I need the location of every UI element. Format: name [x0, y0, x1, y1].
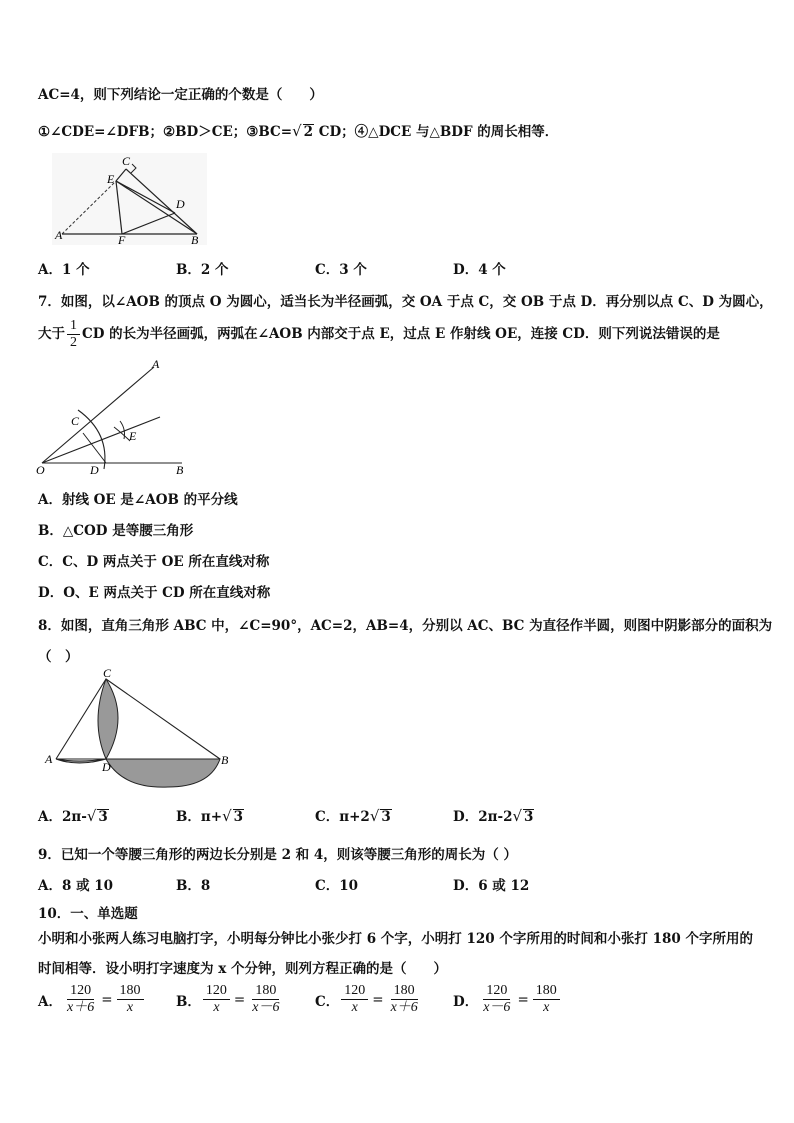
side-CB	[106, 679, 220, 759]
q8-option-d-rad: 3	[524, 809, 534, 825]
label-O: O	[36, 463, 45, 477]
q8-option-c-rad: 3	[381, 809, 391, 825]
label-C: C	[122, 154, 131, 168]
q7-figure	[34, 355, 194, 477]
q7-text-pre: 大于	[38, 326, 65, 343]
q10-option-a-label: A．	[38, 993, 62, 1010]
arc-E-2	[120, 421, 125, 439]
equals-sign: =	[101, 991, 113, 1008]
q10-option-d-label: D．	[453, 993, 479, 1010]
label-D: D	[176, 197, 185, 211]
numerator: 180	[252, 983, 279, 1000]
sqrt-sign: √	[512, 807, 523, 825]
label-C: C	[103, 667, 112, 680]
numerator: 180	[117, 983, 144, 1000]
equals-sign: =	[233, 991, 246, 1008]
q8-option-b-label: B．π+	[176, 809, 223, 825]
fraction-left	[341, 983, 368, 1016]
q7-option-d[interactable]: D．O、E 两点关于 CD 所在直线对称	[38, 585, 271, 601]
q10-option-a[interactable]	[38, 983, 146, 1016]
q7-stem-line1: 7．如图，以∠AOB 的顶点 O 为圆心，适当长为半径画弧，交 OA 于点 C，交 OB 于点 D．再分别以点 C、D 为圆心，	[38, 294, 773, 310]
q10-option-b-label: B．	[176, 993, 201, 1010]
label-F: F	[118, 233, 126, 245]
sqrt-sign: √	[292, 122, 302, 140]
q8-option-d[interactable]	[453, 805, 534, 825]
q9-option-b[interactable]: B．8	[176, 878, 211, 894]
q8-figure	[38, 667, 238, 792]
q8-stem-line1: 8．如图，直角三角形 ABC 中，∠C=90°，AC=2，AB=4，分别以 AC、BC 为直径作半圆，则图中阴影部分的面积为	[38, 618, 773, 634]
q9-option-d[interactable]: D．6 或 12	[453, 878, 530, 894]
fraction-right	[388, 983, 421, 1016]
denominator: x＋6	[66, 1000, 95, 1016]
q10-option-c-label: C．	[315, 993, 340, 1010]
q7-option-b[interactable]: B．△COD 是等腰三角形	[38, 523, 194, 539]
q6-figure	[52, 153, 207, 245]
label-D: D	[102, 760, 111, 774]
sqrt-sign: √	[369, 807, 380, 825]
q8-option-b-rad: 3	[233, 809, 244, 825]
shaded-segment-DB	[106, 759, 220, 787]
fraction-left	[64, 983, 97, 1016]
denominator: x－6	[483, 1000, 511, 1016]
q10-option-d[interactable]	[453, 983, 562, 1016]
fraction-right	[533, 983, 560, 1016]
ray-OA	[42, 367, 154, 463]
fraction-right	[117, 983, 144, 1016]
fraction-denominator: 2	[70, 335, 77, 351]
label-C: C	[71, 414, 80, 428]
q6-option-a[interactable]: A．1 个	[38, 262, 90, 278]
q8-option-a[interactable]	[38, 805, 109, 825]
denominator: x	[351, 1000, 358, 1016]
fraction-right	[249, 983, 282, 1016]
q6-option-c[interactable]: C．3 个	[315, 262, 367, 278]
q9-option-a[interactable]: A．8 或 10	[38, 878, 114, 894]
numerator: 180	[533, 983, 560, 1000]
q6-statement-part2: CD；④△DCE 与△BDF 的周长相等．	[318, 124, 559, 140]
q6-option-b[interactable]: B．2 个	[176, 262, 229, 278]
denominator: x＋6	[390, 1000, 418, 1016]
label-A: A	[55, 228, 63, 242]
numerator: 180	[391, 983, 418, 1000]
fraction-numerator: 1	[67, 318, 80, 335]
fraction-half	[67, 318, 80, 351]
q8-option-a-label: A．2π-	[38, 809, 87, 825]
q7-stem-line2	[38, 318, 720, 351]
shaded-lens-CD	[98, 679, 118, 759]
q9-option-c[interactable]: C．10	[315, 878, 359, 894]
q8-option-d-label: D．2π-2	[453, 809, 513, 825]
denominator: x－6	[252, 1000, 280, 1016]
label-A: A	[152, 357, 160, 371]
label-E: E	[129, 429, 137, 443]
label-E: E	[107, 172, 115, 186]
q7-option-a[interactable]: A．射线 OE 是∠AOB 的平分线	[38, 492, 238, 508]
numerator: 120	[67, 983, 94, 1000]
q10-option-b[interactable]	[176, 983, 284, 1016]
q10-option-c[interactable]	[315, 983, 423, 1016]
q8-option-c[interactable]	[315, 805, 392, 825]
q7-text-post: CD 的长为半径画弧，两弧在∠AOB 内部交于点 E，过点 E 作射线 OE，连接 CD．则下列说法错误的是	[82, 326, 720, 343]
q10-stem-line1: 小明和小张两人练习电脑打字，小明每分钟比小张少打 6 个字，小明打 120 个字所用的时间和小张打 180 个字所用的	[38, 931, 753, 947]
denominator: x	[126, 1000, 134, 1016]
equals-sign: =	[517, 991, 529, 1008]
label-B: B	[221, 753, 229, 767]
q6-option-d[interactable]: D．4 个	[453, 262, 506, 278]
fraction-left	[480, 983, 513, 1016]
sqrt-sign: √	[86, 807, 97, 825]
sqrt-sign: √	[222, 807, 232, 825]
q7-option-c[interactable]: C．C、D 两点关于 OE 所在直线对称	[38, 554, 270, 570]
shaded-lens-AD	[56, 759, 106, 763]
q6-stem: AC=4，则下列结论一定正确的个数是（ ）	[38, 87, 323, 103]
equals-sign: =	[372, 991, 384, 1008]
label-B: B	[191, 233, 199, 245]
q6-statements	[38, 120, 558, 140]
q8-stem-line2: （ ）	[38, 649, 79, 665]
q6-sqrt-value: 2	[303, 124, 314, 140]
q10-heading: 10．一、单选题	[38, 906, 138, 922]
q9-stem: 9．已知一个等腰三角形的两边长分别是 2 和 4，则该等腰三角形的周长为（ ）	[38, 847, 517, 863]
fraction-left	[203, 983, 230, 1016]
denominator: x	[543, 1000, 550, 1016]
q6-statement-part1: ①∠CDE=∠DFB；②BD＞CE；③BC=	[38, 124, 293, 140]
q8-option-c-label: C．π+2	[315, 809, 370, 825]
label-A: A	[45, 752, 53, 766]
segment-CD	[83, 433, 106, 463]
label-B: B	[176, 463, 184, 477]
numerator: 120	[483, 983, 510, 1000]
numerator: 120	[203, 983, 230, 1000]
q10-stem-line2: 时间相等．设小明打字速度为 x 个分钟，则列方程正确的是（ ）	[38, 961, 447, 977]
denominator: x	[213, 1000, 220, 1016]
q8-option-b[interactable]	[176, 805, 244, 825]
q8-option-a-rad: 3	[98, 809, 108, 825]
numerator: 120	[341, 983, 368, 1000]
label-D: D	[90, 463, 99, 477]
